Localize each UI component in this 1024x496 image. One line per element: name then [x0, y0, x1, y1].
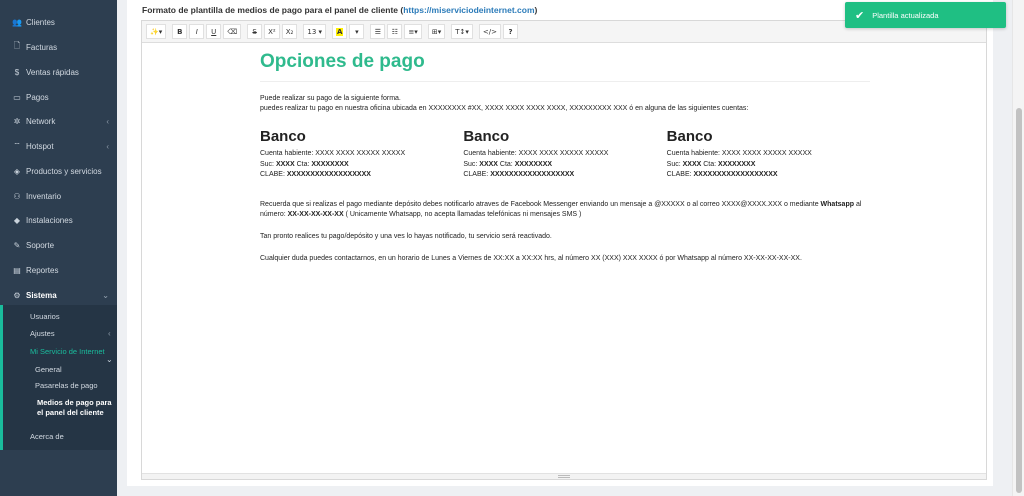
notification-paragraph [260, 200, 870, 220]
magic-style-button[interactable]: ✨▾ [146, 24, 166, 39]
sidebar-item-productos[interactable] [0, 162, 117, 180]
editor-content[interactable] [260, 51, 870, 264]
superscript-button[interactable]: X² [264, 24, 280, 39]
suc-label: Suc: [260, 160, 276, 168]
intro-line-2: puedes realizar tu pago en nuestra oficina ubicada en XXXXXXXX #XX, XXXX XXXX XXXX XXXX, XXXXXXXXX XXX ó en alguna de las siguientes cuentas: [260, 105, 749, 112]
sidebar-item-ventas[interactable] [0, 63, 117, 81]
reactivation-paragraph: Tan pronto realices tu pago/depósito y una ves lo hayas notificado, tu servicio será reactivado. [260, 232, 552, 240]
account-holder: Cuenta habiente: XXXX XXXX XXXXX XXXXX [463, 150, 609, 157]
branch-account [260, 160, 463, 171]
submenu-item-mi-servicio[interactable]: Mi Servicio de Internet [30, 347, 105, 356]
payments-icon: ▭ [13, 92, 21, 102]
success-toast[interactable] [845, 2, 1006, 28]
cta-label: Cta: [497, 160, 515, 168]
wrench-icon: ✎ [13, 240, 21, 250]
file-icon: 🗋 [13, 41, 21, 50]
sistema-submenu [0, 305, 117, 450]
label-suffix: ) [534, 5, 538, 15]
sidebar-item-label: Inventario [26, 191, 62, 201]
subscript-button[interactable]: X₂ [282, 24, 298, 39]
sidebar-item-label: Pagos [26, 92, 49, 102]
sidebar-item-clientes[interactable] [0, 13, 117, 31]
sidebar-item-inventario[interactable] [0, 187, 117, 205]
suc-label: Suc: [666, 160, 683, 168]
scrollbar-thumb[interactable] [1016, 108, 1022, 493]
cta-value: XXXXXXXX [311, 160, 349, 168]
unordered-list-icon[interactable]: ☰ [370, 24, 385, 39]
account-holder: Cuenta habiente: XXXX XXXX XXXXX XXXXX [260, 150, 406, 157]
color-letter: A [337, 27, 343, 36]
suc-value: XXXX [275, 160, 295, 168]
gears-icon: ⚙ [13, 290, 21, 300]
suc-value: XXXX [479, 160, 498, 168]
clabe-label: CLABE: [463, 171, 491, 178]
branch-account [463, 160, 666, 171]
submenu-item-acerca[interactable]: Acerca de [30, 432, 64, 441]
submenu-item-medios-de-pago[interactable]: Medios de pago para el panel del cliente [37, 398, 112, 417]
intro-line-1: Puede realizar su pago de la siguiente forma. [260, 95, 401, 102]
clabe [260, 170, 463, 181]
bold-button[interactable]: B [172, 24, 187, 39]
suc-label: Suc: [463, 160, 480, 168]
sidebar-item-instalaciones[interactable] [0, 211, 117, 229]
notice-text-2: al número: [260, 200, 862, 218]
branch-account [667, 160, 870, 171]
clabe-label: CLABE: [666, 171, 694, 178]
notice-whatsapp: Whatsapp [820, 200, 854, 208]
sidebar-item-label: Sistema [26, 290, 57, 300]
clabe [667, 170, 870, 181]
chevron-left-icon: ‹ [108, 329, 111, 338]
site-link[interactable]: https://miserviciodeinternet.com [403, 5, 535, 15]
submenu-indicator [0, 305, 3, 450]
label-text: Formato de plantilla de medios de pago para el panel de cliente ( [142, 5, 404, 15]
cta-label: Cta: [294, 160, 312, 168]
clabe-value: XXXXXXXXXXXXXXXXXX [490, 171, 575, 178]
submenu-item-usuarios[interactable]: Usuarios [30, 312, 60, 321]
submenu-item-ajustes[interactable]: Ajustes [30, 329, 55, 338]
sidebar-item-facturas[interactable] [0, 38, 117, 56]
chevron-left-icon: ‹ [106, 116, 109, 126]
wifi-icon: ⌔ [13, 141, 21, 150]
align-dropdown[interactable]: ≡▾ [404, 24, 421, 39]
line-height-dropdown[interactable]: T↕▾ [451, 24, 473, 39]
boxes-icon: ⚇ [13, 191, 21, 201]
ordered-list-icon[interactable]: ☷ [387, 24, 402, 39]
bank-name: Banco [463, 128, 510, 145]
submenu-item-general[interactable]: General [35, 365, 62, 374]
sidebar-item-label: Reportes [26, 265, 59, 275]
underline-button[interactable]: U [206, 24, 221, 39]
chevron-down-icon: ⌄ [106, 355, 113, 364]
bank-list [260, 128, 870, 181]
clabe-label: CLABE: [260, 171, 287, 178]
sidebar-item-network[interactable] [0, 112, 117, 130]
tag-icon: ◈ [13, 166, 21, 176]
sidebar-item-label: Clientes [26, 17, 55, 27]
cta-value: XXXXXXXX [514, 160, 553, 168]
contact-paragraph: Cualquier duda puedes contactarnos, en un horario de Lunes a Viernes de XX:XX a XX:XX hrs, al número XX (XXX) XXX XXXX ó por Whatsapp al número XX-XX-XX-XX-XX. [260, 254, 802, 262]
editor-resize-bar[interactable] [142, 473, 986, 479]
network-icon: ✲ [13, 116, 21, 126]
active-item-indicator [0, 395, 3, 425]
chevron-left-icon: ‹ [106, 141, 109, 151]
sidebar [0, 0, 117, 496]
italic-button[interactable]: I [189, 24, 204, 39]
install-icon: ◆ [13, 215, 21, 225]
clabe-value: XXXXXXXXXXXXXXXXXX [286, 171, 371, 178]
account-holder: Cuenta habiente: XXXX XXXX XXXXX XXXXX [666, 150, 812, 157]
users-icon: 👥 [12, 17, 22, 27]
help-button[interactable]: ? [503, 24, 518, 39]
sidebar-item-label: Hotspot [26, 141, 54, 151]
text-color-button[interactable] [332, 24, 347, 39]
bank-card [667, 128, 870, 181]
sidebar-item-hotspot[interactable] [0, 137, 117, 155]
rich-text-editor[interactable] [141, 20, 987, 480]
sidebar-item-reportes[interactable] [0, 261, 117, 279]
font-size-dropdown[interactable]: 13 ▾ [303, 24, 326, 39]
submenu-item-pasarelas[interactable]: Pasarelas de pago [35, 381, 98, 390]
sidebar-item-soporte[interactable] [0, 236, 117, 254]
strikethrough-button[interactable]: S [247, 24, 262, 39]
main-area [117, 0, 1012, 496]
eraser-icon[interactable]: ⌫ [223, 24, 241, 39]
text-color-dropdown[interactable]: ▾ [349, 24, 364, 39]
cta-label: Cta: [701, 160, 719, 168]
notice-text-3: ( Unicamente Whatsapp, no acepta llamadas telefónicas ni mensajes SMS ) [343, 210, 582, 218]
bank-name: Banco [666, 128, 713, 145]
sidebar-item-label: Productos y servicios [26, 166, 102, 176]
sidebar-item-label: Ventas rápidas [26, 67, 79, 77]
notice-number: XX-XX-XX-XX-XX [287, 210, 344, 218]
bank-card [463, 128, 666, 181]
sidebar-item-label: Instalaciones [26, 215, 73, 225]
content-title: Opciones de pago [260, 51, 870, 82]
cta-value: XXXXXXXX [718, 160, 756, 168]
clabe-value: XXXXXXXXXXXXXXXXXX [693, 171, 778, 178]
bank-card [260, 128, 463, 181]
sidebar-item-label: Facturas [26, 42, 58, 52]
code-view-button[interactable]: </> [479, 24, 501, 39]
check-icon: ✔ [855, 9, 865, 22]
table-dropdown[interactable]: ⊞▾ [428, 24, 445, 39]
resize-grip-icon[interactable] [558, 475, 570, 478]
sidebar-item-sistema[interactable] [0, 286, 117, 304]
clabe [463, 170, 666, 181]
template-field-label [142, 5, 537, 15]
report-icon: ▤ [13, 265, 21, 275]
sidebar-item-label: Network [26, 116, 56, 126]
bank-name: Banco [260, 128, 306, 145]
sidebar-item-label: Soporte [26, 240, 55, 250]
dollar-icon: $ [14, 67, 20, 77]
notice-text: Recuerda que si realizas el pago mediante depósito debes notificarlo atraves de Facebook Messenger enviando un mensaje a @XXXXX o al correo XXXX@XXXX.XXX o mediante [260, 200, 821, 208]
sidebar-item-pagos[interactable] [0, 88, 117, 106]
suc-value: XXXX [682, 160, 702, 168]
content-panel [127, 0, 993, 486]
page-scrollbar[interactable] [1012, 0, 1024, 496]
chevron-down-icon: ⌄ [102, 290, 109, 300]
toast-message: Plantilla actualizada [872, 10, 939, 20]
